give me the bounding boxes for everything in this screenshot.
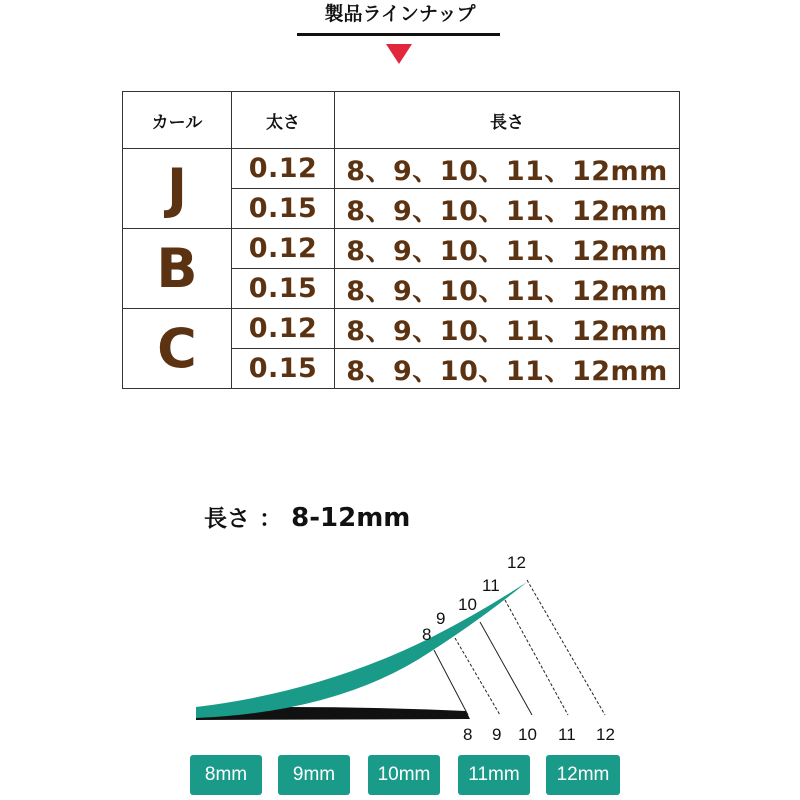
bottom-label-12: 12 (596, 725, 615, 744)
top-label-9: 9 (436, 609, 446, 628)
thickness-cell: 0.15 (232, 189, 335, 229)
top-label-12: 12 (507, 553, 526, 572)
length-cell: 8、9、10、11、12mm (335, 189, 680, 229)
table-row (123, 309, 680, 349)
bottom-label-8: 8 (463, 725, 473, 744)
header-curl: カール (123, 92, 232, 149)
product-lineup-table (122, 91, 680, 389)
thickness-cell: 0.15 (232, 269, 335, 309)
curl-c: C (123, 309, 232, 389)
bottom-label-11: 11 (558, 725, 576, 744)
length-button-9mm[interactable]: 9mm (278, 755, 350, 795)
lash-curve-shape (196, 582, 527, 718)
header-length: 長さ (335, 92, 680, 149)
curl-j: J (123, 149, 232, 229)
length-button-10mm[interactable]: 10mm (368, 755, 440, 795)
length-button-12mm[interactable]: 12mm (546, 755, 620, 795)
title-underline (297, 33, 500, 36)
top-label-8: 8 (422, 625, 432, 644)
table-header-row (123, 92, 680, 149)
down-arrow-icon (386, 44, 412, 64)
length-line-11 (505, 600, 568, 715)
length-cell: 8、9、10、11、12mm (335, 149, 680, 189)
length-heading-range: 8-12mm (291, 503, 411, 533)
length-button-8mm[interactable]: 8mm (190, 755, 262, 795)
curl-b: B (123, 229, 232, 309)
top-label-11: 11 (482, 576, 500, 595)
table-row (123, 149, 680, 189)
length-heading-separator: ： (259, 506, 283, 532)
length-button-11mm[interactable]: 11mm (458, 755, 530, 795)
thickness-cell: 0.12 (232, 149, 335, 189)
length-cell: 8、9、10、11、12mm (335, 349, 680, 389)
length-line-8 (434, 650, 468, 715)
bottom-label-9: 9 (492, 725, 502, 744)
length-cell: 8、9、10、11、12mm (335, 229, 680, 269)
thickness-cell: 0.15 (232, 349, 335, 389)
bottom-label-10: 10 (518, 725, 537, 744)
table-row (123, 229, 680, 269)
lash-length-diagram (0, 540, 800, 750)
top-label-10: 10 (458, 595, 477, 614)
length-line-12 (527, 580, 605, 715)
length-button-group (190, 755, 620, 795)
length-heading-label: 長さ (204, 506, 250, 532)
length-heading (204, 498, 504, 538)
page-title: 製品ラインナップ (324, 3, 476, 25)
thickness-cell: 0.12 (232, 309, 335, 349)
length-cell: 8、9、10、11、12mm (335, 269, 680, 309)
header-thickness: 太さ (232, 92, 335, 149)
thickness-cell: 0.12 (232, 229, 335, 269)
length-cell: 8、9、10、11、12mm (335, 309, 680, 349)
